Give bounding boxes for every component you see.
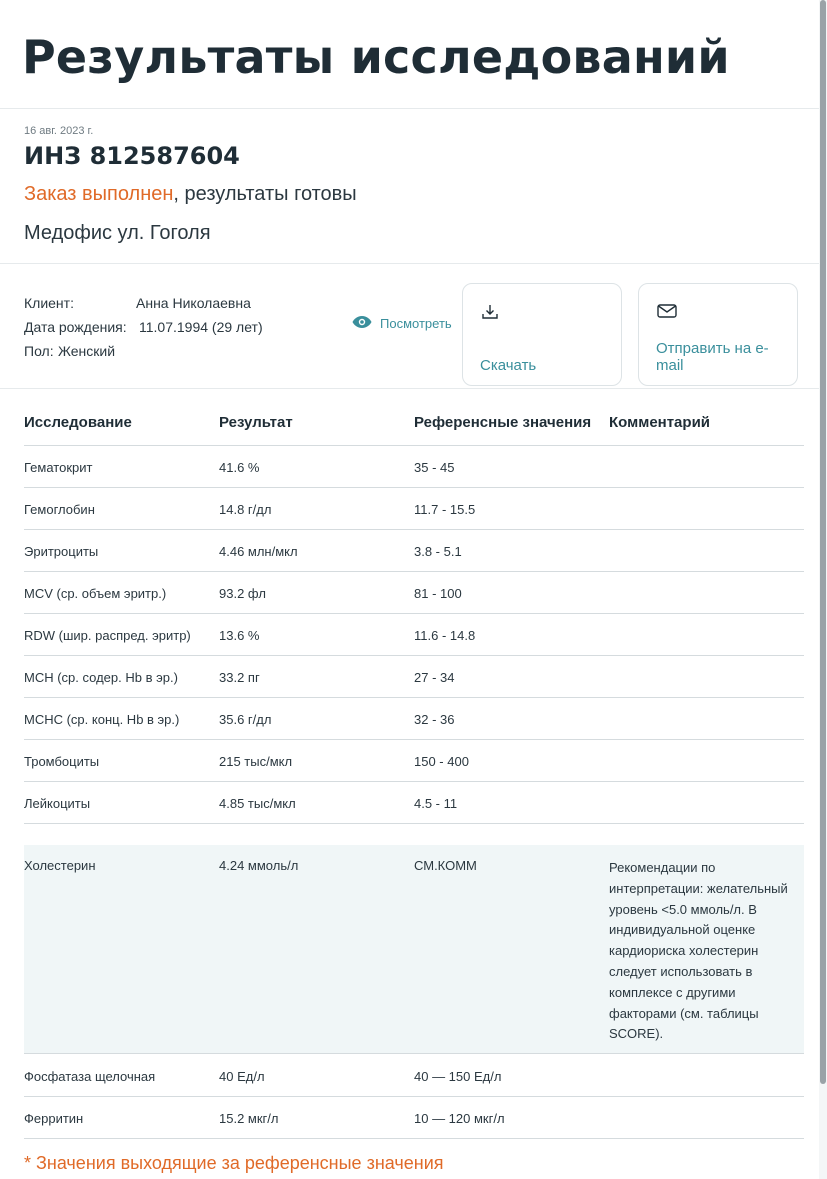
cell-result: 215 тыс/мкл bbox=[219, 754, 293, 769]
cell-result: 40 Ед/л bbox=[219, 1069, 265, 1084]
cell-reference: 32 - 36 bbox=[414, 712, 455, 727]
cell-test: Лейкоциты bbox=[24, 796, 91, 811]
cell-result: 41.6 % bbox=[219, 460, 260, 475]
sex-label: Пол: bbox=[24, 343, 54, 359]
order-status bbox=[24, 183, 357, 206]
cell-result: 15.2 мкг/л bbox=[219, 1111, 279, 1126]
cell-result: 14.8 г/дл bbox=[219, 502, 272, 517]
divider bbox=[0, 108, 819, 109]
download-icon bbox=[480, 302, 500, 327]
eye-icon bbox=[352, 316, 372, 331]
scrollbar[interactable] bbox=[819, 0, 827, 1179]
cell-reference: 11.6 - 14.8 bbox=[414, 628, 476, 643]
dob-value: 11.07.1994 (29 лет) bbox=[139, 319, 263, 335]
cell-reference: 150 - 400 bbox=[414, 754, 469, 769]
view-label: Посмотреть bbox=[380, 316, 452, 331]
cell-result: 33.2 пг bbox=[219, 670, 260, 685]
cell-result: 4.24 ммоль/л bbox=[219, 858, 299, 873]
cell-reference: 11.7 - 15.5 bbox=[414, 502, 476, 517]
cell-reference: 27 - 34 bbox=[414, 670, 455, 685]
mail-icon bbox=[656, 302, 678, 325]
cell-reference: 81 - 100 bbox=[414, 586, 462, 601]
footnote: * Значения выходящие за референсные значения bbox=[24, 1153, 444, 1173]
col-header-comment: Комментарий bbox=[609, 414, 711, 431]
dob-label: Дата рождения: bbox=[24, 319, 127, 335]
cell-test: MCH (ср. содер. Hb в эр.) bbox=[24, 670, 178, 685]
cell-reference: 40 — 150 Ед/л bbox=[414, 1069, 502, 1084]
cell-reference: 10 — 120 мкг/л bbox=[414, 1111, 505, 1126]
order-date: 16 авг. 2023 г. bbox=[24, 125, 94, 137]
col-header-test: Исследование bbox=[24, 414, 132, 431]
cell-result: 4.85 тыс/мкл bbox=[219, 796, 296, 811]
cell-comment: Рекомендации по интерпретации: желательный уровень <5.0 ммоль/л. В индивидуальной оценке кардиориска холестерин следует использовать в комплексе с другими факторами (см. таблицы SCORE). bbox=[609, 860, 788, 1042]
cell-result: 93.2 фл bbox=[219, 586, 266, 601]
divider bbox=[0, 263, 819, 264]
scrollbar-thumb[interactable] bbox=[820, 0, 826, 1084]
sex-value: Женский bbox=[58, 343, 116, 359]
cell-test: Тромбоциты bbox=[24, 754, 100, 769]
cell-test: MCHC (ср. конц. Hb в эр.) bbox=[24, 712, 180, 727]
status-highlight: Заказ выполнен bbox=[24, 183, 174, 205]
col-header-reference: Референсные значения bbox=[414, 414, 592, 431]
cell-reference: СМ.КОММ bbox=[414, 858, 477, 873]
cell-reference: 3.8 - 5.1 bbox=[414, 544, 462, 559]
cell-reference: 35 - 45 bbox=[414, 460, 455, 475]
table-spacer bbox=[24, 824, 804, 844]
cell-result: 35.6 г/дл bbox=[219, 712, 272, 727]
divider bbox=[0, 388, 819, 389]
table-header-row bbox=[24, 403, 804, 446]
cell-result: 13.6 % bbox=[219, 628, 260, 643]
download-label: Скачать bbox=[480, 357, 537, 374]
cell-test: Холестерин bbox=[24, 858, 96, 873]
cell-test: Ферритин bbox=[24, 1111, 84, 1126]
page-title: Результаты исследований bbox=[22, 30, 730, 84]
status-rest: , результаты готовы bbox=[173, 183, 357, 205]
col-header-result: Результат bbox=[219, 414, 293, 431]
cell-test: Гематокрит bbox=[24, 460, 93, 475]
cell-result: 4.46 млн/мкл bbox=[219, 544, 298, 559]
download-button[interactable] bbox=[462, 283, 622, 386]
cell-test: Гемоглобин bbox=[24, 502, 95, 517]
cell-test: RDW (шир. распред. эритр) bbox=[24, 628, 191, 643]
send-email-label: Отправить на e-mail bbox=[656, 340, 769, 374]
client-name: Анна Николаевна bbox=[136, 295, 251, 311]
order-number: ИНЗ 812587604 bbox=[24, 142, 240, 170]
cell-test: Фосфатаза щелочная bbox=[24, 1069, 156, 1084]
cell-reference: 4.5 - 11 bbox=[414, 796, 458, 811]
send-email-button[interactable] bbox=[638, 283, 798, 386]
office-name: Медофис ул. Гоголя bbox=[24, 222, 211, 244]
client-label: Клиент: bbox=[24, 295, 74, 311]
view-button[interactable] bbox=[352, 316, 452, 331]
cell-test: MCV (ср. объем эритр.) bbox=[24, 586, 167, 601]
cell-test: Эритроциты bbox=[24, 544, 99, 559]
